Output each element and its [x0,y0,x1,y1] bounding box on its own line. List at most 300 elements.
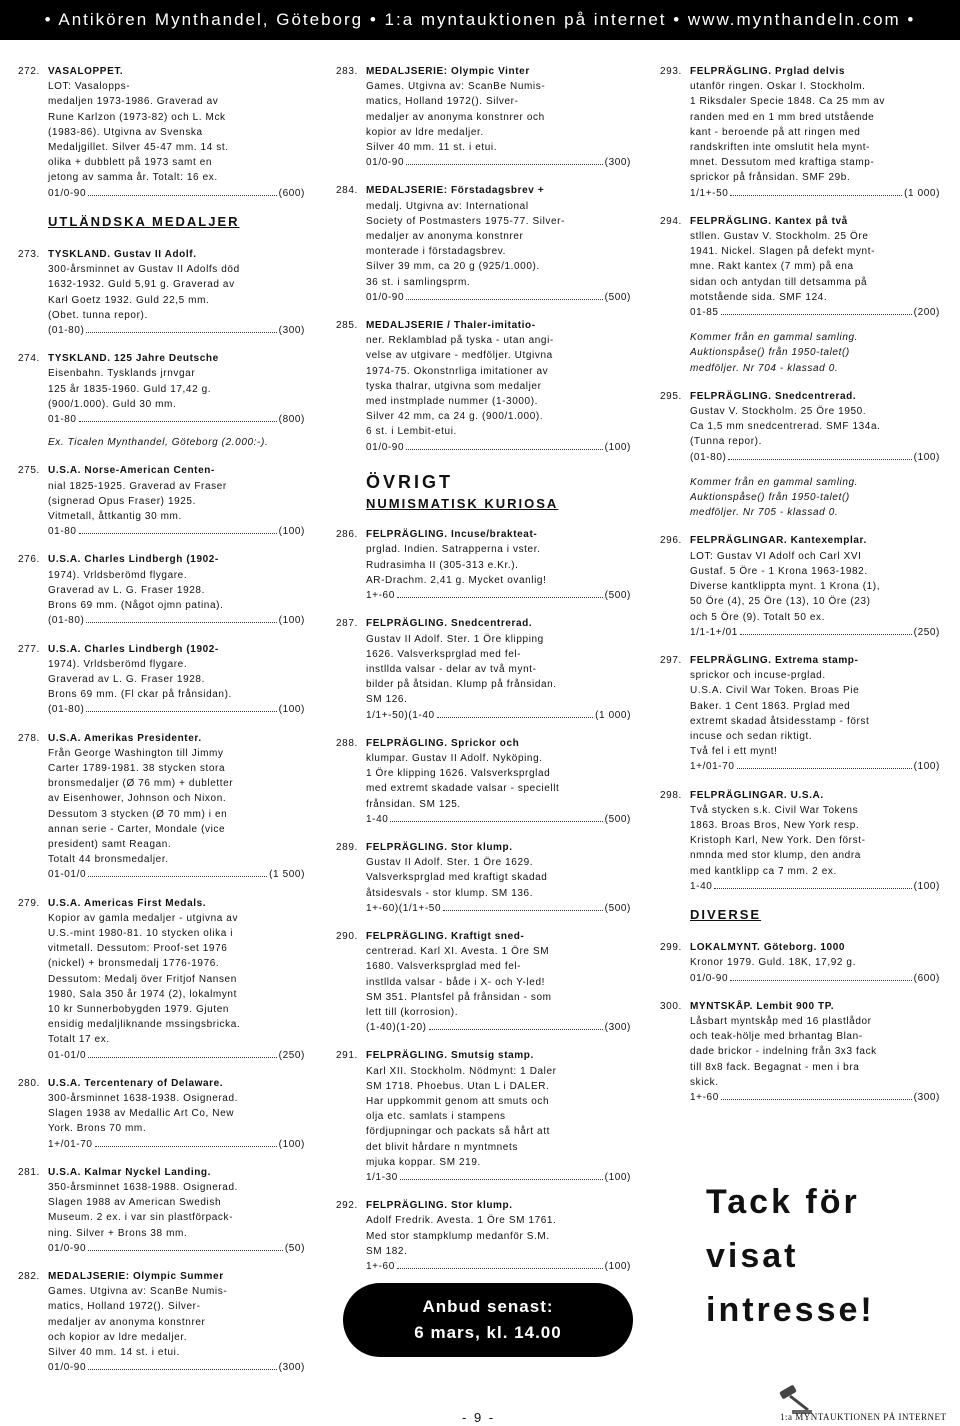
lot-description-line: stllen. Gustav V. Stockholm. 25 Öre [690,231,869,243]
lot-description-line: 36 st. i samlingsprm. [366,276,471,288]
column-3 [660,64,940,1118]
dot-leader [721,1091,912,1100]
lot-title: FELPRÄGLING. Snedcentrerad. [690,390,857,402]
lot-description-line: instllda valsar - både i X- och Y-led! [366,976,545,988]
lot-description-line: randskriften inte omslutit hela mynt- [690,142,871,154]
lot-description-line: incuse och sedan riktigt. [690,730,813,742]
lot-grade: 1-40 [690,880,713,892]
dot-leader [397,1260,603,1269]
lot-description-line: ensidig medaljliknande mssingsbricka. [48,1019,241,1031]
lot-description-line: det blivit hårdare n myntmnets [366,1141,518,1153]
lot-entry [660,653,940,775]
lot-price-line [366,588,631,603]
lot-entry [336,616,631,722]
lot-title: U.S.A. Norse-American Centen- [48,465,215,477]
bid-deadline-line2: 6 mars, kl. 14.00 [414,1323,562,1342]
lot-grade: 1-40 [366,813,389,825]
lot-description-line: lett till (korrosion). [366,1006,459,1018]
dot-leader [88,1049,277,1058]
lot-description-line: nial 1825-1925. Graverad av Fraser [48,480,227,492]
lot-estimate: (1 000) [595,709,631,721]
lot-grade: 01-01/0 [48,1049,87,1061]
lot-entry [660,533,940,639]
dot-leader [728,451,911,460]
lot-description-line: tyska thalrar, utgivna som medaljer [366,380,542,392]
lot-description-line: Silver 42 mm, ca 24 g. (900/1.000). [366,411,544,423]
lot-title: MYNTSKÅP. Lembit 900 TP. [690,1000,835,1012]
lot-description-line: mne. Rakt kantex (7 mm) på ena [690,261,854,273]
lot-description-line: Gustav II Adolf. Ster. 1 Öre klipping [366,633,544,645]
thank-you-line1: Tack för [706,1183,860,1221]
lot-entry [336,736,631,827]
lot-number: 276. [18,554,40,566]
lot-description-line: Karl XII. Stockholm. Nödmynt: 1 Daler [366,1065,557,1077]
lot-grade: 1/1-30 [366,1172,398,1183]
dot-leader [730,187,902,196]
lot-description-line: Två fel i ett mynt! [690,746,778,758]
lot-number: 294. [660,215,682,227]
lot-note: medföljer. Nr 705 - klassad 0. [690,507,839,519]
lot-description-line: sprickor på frånsidan. SMF 29b. [690,172,851,184]
lot-price-line [690,879,940,894]
lot-entry [336,318,631,455]
lot-estimate: (100) [278,615,305,627]
lot-description-line: Carter 1789-1981. 38 stycken stora [48,762,226,774]
lot-title: TYSKLAND. Gustav II Adolf. [48,249,197,261]
lot-entry [336,183,631,305]
lot-number: 284. [336,185,358,197]
lot-description-line: 1863. Broas Bros, New York resp. [690,819,860,831]
lot-number: 274. [18,353,40,365]
lot-description-line: Baker. 1 Cent 1863. Prglad med [690,700,851,712]
lot-number: 281. [18,1166,40,1178]
lot-description-line: Games. Utgivna av: ScanBe Numis- [366,81,546,93]
section-heading: DIVERSE [690,906,762,922]
lot-description-line: med extremt skadade valsar - speciellt [366,783,560,795]
lot-estimate: (250) [278,1049,305,1061]
lot-description-line: mjuka koppar. SM 219. [366,1156,481,1168]
lot-description-line: Har uppkommit genom att smuts och [366,1095,550,1107]
lot-price-line [48,1137,305,1152]
lot-description-line: velse av utgivare - medföljer. Utgivna [366,350,553,362]
lot-price-line [48,1360,305,1375]
lot-number: 285. [336,320,358,332]
lot-price-line [366,708,631,723]
page-number: - 9 - [462,1410,496,1425]
lot-price-line [48,323,305,338]
lot-description-line: sprickor och incuse-prglad. [690,670,826,682]
lot-estimate: (500) [604,813,631,825]
lot-description-line: frånsidan. SM 125. [366,798,461,810]
lot-entry [18,1269,305,1375]
lot-description-line: Två stycken s.k. Civil War Tokens [690,804,859,816]
lot-grade: 1/1+-50 [690,187,729,199]
lot-entry [336,64,631,170]
lot-description-line: av Eisenhower, Johnson och Nixon. [48,793,227,805]
lot-description-line: prglad. Indien. Satrapperna i vster. [366,544,541,556]
lot-estimate: (250) [913,626,940,638]
lot-title: MEDALJSERIE: Olympic Vinter [366,66,530,77]
lot-description-line: Rune Karlzon (1973-82) och L. Mck [48,111,226,123]
lot-grade: (01-80) [690,451,727,463]
lot-price-line [366,1170,631,1185]
lot-grade: (01-80) [48,704,85,716]
lot-description-line: dade brickor - indelning från 3x3 fack [690,1046,877,1058]
lot-description-line: Games. Utgivna av: ScanBe Numis- [48,1286,228,1298]
bid-deadline-line1: Anbud senast: [422,1297,554,1316]
lot-price-line [48,186,305,201]
lot-description-line: monterade i förstadagsbrev. [366,246,506,258]
thank-you-line2: visat [706,1237,799,1275]
lot-grade: 01-80 [48,414,77,426]
section-subheading: NUMISMATISK KURIOSA [366,496,559,512]
lot-description-line: vitmetall. Dessutom: Proof-set 1976 [48,943,228,955]
lot-estimate: (100) [913,451,940,463]
section-heading: UTLÄNDSKA MEDALJER [48,213,240,229]
lot-estimate: (300) [604,1022,631,1034]
lot-description-line: Valsverksprglad med kraftigt skadad [366,872,548,884]
lot-entry [660,389,940,521]
lot-description-line: Gustav II Adolf. Ster. 1 Öre 1629. [366,857,534,869]
lot-title: MEDALJSERIE: Olympic Summer [48,1271,224,1283]
lot-estimate: (100) [278,704,305,716]
dot-leader [740,626,912,635]
lot-title: FELPRÄGLING. Smutsig stamp. [366,1050,534,1062]
lot-grade: 1+/01-70 [48,1138,93,1150]
lot-description-line: motstående sida. SMF 124. [690,291,828,303]
lot-description-line: medaljen 1973-1986. Graverad av [48,96,219,108]
lot-description-line: medaljer av anonyma konstnrer och [366,111,545,123]
lot-description-line: till 8x8 fack. Begagnat - men i bra [690,1061,860,1073]
lot-estimate: (800) [278,414,305,426]
lot-description-line: Låsbart myntskåp med 16 plastlådor [690,1015,872,1027]
lot-price-line [48,702,305,717]
lot-description-line: Graverad av L. G. Fraser 1928. [48,584,205,596]
lot-entry [336,840,631,916]
lot-description-line: York. Brons 70 mm. [48,1123,147,1135]
lot-description-line: AR-Drachm. 2,41 g. Mycket ovanlig! [366,574,547,586]
dot-leader [721,306,912,315]
dot-leader [730,972,912,981]
lot-description-line: Vitmetall, åttkantig 30 mm. [48,511,182,523]
lot-description-line: (900/1.000). Guld 30 mm. [48,398,177,410]
thank-you-line3: intresse! [706,1291,875,1329]
lot-number: 275. [18,465,40,477]
dot-leader [737,760,912,769]
lot-entry [336,1048,631,1185]
lot-description-line: 300-årsminnet av Gustav II Adolfs död [48,264,240,276]
lot-title: MEDALJSERIE / Thaler-imitatio- [366,320,536,332]
lot-description-line: Med stor stampklump medanför S.M. [366,1230,550,1242]
lot-description-line: LOT: Gustav VI Adolf och Carl XVI [690,550,862,562]
lot-title: LOKALMYNT. Göteborg. 1000 [690,942,846,954]
lot-number: 277. [18,643,40,655]
lot-note: Auktionspåse() från 1950-talet() [690,492,850,504]
lot-number: 287. [336,618,358,630]
lot-description-line: 10 kr Sunnerbobygden 1979. Gjuten [48,1003,230,1015]
lot-description-line: och teak-hölje med brhantag Blan- [690,1031,863,1043]
lot-title: FELPRÄGLINGAR. U.S.A. [690,789,824,801]
dot-leader [88,1242,283,1251]
lot-description-line: (signerad Opus Fraser) 1925. [48,495,196,507]
lot-entry [18,64,305,201]
lot-description-line: Rudrasimha II (305-313 e.Kr.). [366,559,519,571]
lot-description-line: Slagen 1988 av American Swedish [48,1197,222,1209]
lot-description-line: SM 1718. Phoebus. Utan L i DALER. [366,1080,550,1092]
dot-leader [79,413,277,422]
lot-description-line: randen med en 1 mm bred utstående [690,111,875,123]
column-2 [336,64,631,1287]
lot-description-line: Silver 40 mm. 14 st. i etui. [48,1347,180,1359]
lot-entry [660,214,940,376]
lot-price-line [366,1259,631,1274]
lot-description-line: matics, Holland 1972(). Silver- [366,96,519,108]
lot-number: 288. [336,737,358,749]
gavel-icon [778,1380,818,1416]
lot-price-line [690,759,940,774]
lot-description-line: med instmplade nummer (1-3000). [366,396,538,408]
lot-title: U.S.A. Americas First Medals. [48,897,207,909]
lot-title: VASALOPPET. [48,66,124,77]
lot-description-line: SM 126. [366,694,408,706]
dot-leader [406,291,603,300]
lot-estimate: (500) [604,590,631,602]
lot-grade: 01/0-90 [690,972,729,984]
lot-description-line: Medaljgillet. Silver 45-47 mm. 14 st. [48,142,229,154]
section-heading: ÖVRIGT [366,471,454,492]
lot-description-line: Museum. 2 ex. i var sin plastförpack- [48,1212,234,1224]
lot-description-line: Dessutom 3 stycken (Ø 70 mm) i en [48,808,228,820]
lot-grade: 1+-60)(1/1+-50 [366,902,442,914]
lot-description-line: Adolf Fredrik. Avesta. 1 Öre SM 1761. [366,1215,557,1227]
lot-description-line: medaljer av anonyma konstnrer [366,231,524,243]
lot-number: 296. [660,535,682,547]
lot-number: 282. [18,1271,40,1283]
lot-description-line: 1974-75. Okonstnrliga imitationer av [366,365,549,377]
dot-leader [406,441,603,450]
lot-entry [18,1165,305,1256]
lot-price-line [366,290,631,305]
lot-grade: 01/0-90 [366,291,405,303]
lot-price-line [366,1020,631,1035]
lot-estimate: (1 000) [904,187,940,199]
lot-number: 283. [336,66,358,77]
lot-entry [18,642,305,718]
lot-price-line [690,450,940,465]
bid-deadline-badge [343,1283,633,1357]
lot-title: U.S.A. Charles Lindbergh (1902- [48,554,219,566]
lot-title: FELPRÄGLING. Snedcentrerad. [366,618,533,630]
lot-description-line: klumpar. Gustav II Adolf. Nyköping. [366,752,543,764]
lot-note: medföljer. Nr 704 - klassad 0. [690,362,839,374]
lot-description-line: ning. Silver + Brons 38 mm. [48,1227,188,1239]
lot-description-line: 125 år 1835-1960. Guld 17,42 g. [48,383,212,395]
lot-estimate: (100) [913,761,940,773]
lot-description-line: jetong av samma år. Totalt: 16 ex. [48,172,218,184]
lot-estimate: (300) [604,157,631,169]
lot-price-line [690,1090,940,1105]
lot-description-line: Karl Goetz 1932. Guld 22,5 mm. [48,294,210,306]
lot-description-line: Society of Postmasters 1975-77. Silver- [366,215,566,227]
lot-estimate: (200) [913,307,940,319]
dot-leader [714,880,911,889]
lot-grade: 1/1-1+/01 [690,626,738,638]
lot-description-line: Gustaf. 5 Öre - 1 Krona 1963-1982. [690,565,868,577]
lot-description-line: Från George Washington till Jimmy [48,747,224,759]
lot-description-line: centrerad. Karl XI. Avesta. 1 Öre SM [366,946,550,958]
lot-estimate: (50) [284,1242,305,1254]
dot-leader [88,187,277,196]
lot-title: FELPRÄGLING. Prglad delvis [690,66,846,77]
lot-grade: (01-80) [48,615,85,627]
lot-description-line: sidan och antydan till detsamma på [690,276,868,288]
lot-description-line: SM 351. Plantsfel på frånsidan - som [366,991,552,1003]
lot-estimate: (500) [604,291,631,303]
lot-number: 279. [18,897,40,909]
lot-description-line: U.S.-mint 1980-81. 10 stycken olika i [48,927,234,939]
dot-leader [443,902,603,911]
lot-number: 292. [336,1200,358,1212]
lot-price-line [366,155,631,170]
lot-price-line [366,440,631,455]
lot-estimate: (100) [604,441,631,453]
dot-leader [400,1171,603,1180]
lot-estimate: (600) [913,972,940,984]
lot-number: 300. [660,1000,682,1012]
lot-description-line: och kopior av ldre medaljer. [48,1331,188,1343]
lot-description-line: och 5 Öre (9). Totalt 50 ex. [690,611,826,623]
lot-number: 291. [336,1050,358,1062]
lot-description-line: åtsidesvals - stor klump. SM 136. [366,887,534,899]
lot-price-line [48,1241,305,1256]
lot-estimate: (100) [278,526,305,538]
lot-title: FELPRÄGLINGAR. Kantexemplar. [690,535,867,547]
lot-entry [336,929,631,1035]
dot-leader [88,1361,277,1370]
lot-entry [660,940,940,986]
lot-title: U.S.A. Charles Lindbergh (1902- [48,643,219,655]
lot-entry [18,731,305,883]
lot-description-line: 1632-1932. Guld 5,91 g. Graverad av [48,279,235,291]
lot-grade: 01-80 [48,526,77,538]
lot-price-line [690,625,940,640]
lot-description-line: 1 Riksdaler Specie 1848. Ca 25 mm av [690,96,886,108]
lot-description-line: utanför ringen. Oskar I. Stockholm. [690,81,866,93]
lot-description-line: kopior av ldre medaljer. [366,126,484,138]
lot-price-line [48,412,305,427]
dot-leader [390,813,602,822]
lot-entry [660,788,940,894]
lot-title: FELPRÄGLING. Kantex på två [690,215,848,227]
lot-title: U.S.A. Amerikas Presidenter. [48,732,202,744]
lot-description-line: president) samt Reagan. [48,838,172,850]
lot-price-line [48,524,305,539]
column-1 [18,64,305,1388]
lot-grade: 1+/01-70 [690,761,735,773]
lot-description-line: 1626. Valsverksprglad med fel- [366,648,522,660]
lot-grade: 01/0-90 [48,1362,87,1374]
lot-estimate: (100) [604,1261,631,1273]
lot-estimate: (100) [604,1172,631,1183]
dot-leader [86,703,276,712]
lot-entry [660,64,940,201]
lot-description-line: bronsmedaljer (Ø 76 mm) + dubletter [48,778,234,790]
lot-entry [660,999,940,1105]
lot-title: FELPRÄGLING. Incuse/brakteat- [366,529,538,541]
lot-grade: 01/0-90 [366,157,405,169]
lot-description-line: 350-årsminnet 1638-1988. Osignerad. [48,1182,238,1193]
lot-estimate: (300) [278,325,305,337]
lot-description-line: 1 Öre klipping 1626. Valsverksprglad [366,768,551,780]
lot-description-line: Kronor 1979. Guld. 18K, 17,92 g. [690,957,856,969]
lot-description-line: Kopior av gamla medaljer - utgivna av [48,912,239,924]
lot-description-line: 1941. Nickel. Slagen på defekt mynt- [690,246,876,258]
lot-title: FELPRÄGLING. Extrema stamp- [690,654,859,666]
lot-description-line: Gustav V. Stockholm. 25 Öre 1950. [690,406,867,418]
lot-price-line [690,305,940,320]
lot-description-line: 50 Öre (4), 25 Öre (13), 10 Öre (23) [690,596,871,608]
lot-number: 293. [660,66,682,77]
lot-description-line: 6 st. i Lembit-etui. [366,426,457,438]
lot-note: Kommer från en gammal samling. [690,476,859,488]
lot-title: U.S.A. Kalmar Nyckel Landing. [48,1166,211,1178]
lot-title: FELPRÄGLING. Sprickor och [366,737,520,749]
lot-description-line: mnet. Dessutom med kraftiga stamp- [690,157,875,169]
lot-description-line: olika + dubblett på 1973 samt en [48,157,213,169]
lot-description-line: Brons 69 mm. (Fl ckar på frånsidan). [48,689,232,701]
lot-title: FELPRÄGLING. Kraftigt sned- [366,930,525,942]
lot-price-line [48,1048,305,1063]
lot-description-line: instllda valsar - delar av två mynt- [366,663,537,675]
lot-description-line: 1680. Valsverksprglad med fel- [366,961,522,973]
lot-description-line: Ca 1,5 mm snedcentrerad. SMF 134a. [690,421,881,433]
lot-description-line: (1983-86). Utgivna av Svenska [48,126,203,138]
lot-entry [18,247,305,338]
lot-entry [18,552,305,628]
lot-entry [18,463,305,539]
lot-description-line: U.S.A. Civil War Token. Broas Pie [690,685,860,697]
lot-title: MEDALJSERIE: Förstadagsbrev + [366,185,545,197]
dot-leader [86,614,276,623]
lot-description-line: annan serie - Carter, Mondale (vice [48,823,226,835]
lot-price-line [48,867,305,882]
lot-number: 273. [18,249,40,261]
lot-grade: 1+-60 [366,1261,395,1273]
lot-description-line: (Tunna repor). [690,436,762,448]
lot-grade: 01/0-90 [48,187,87,199]
lot-description-line: Dessutom: Medalj över Fritjof Nansen [48,973,237,985]
lot-description-line: medalj. Utgivna av: International [366,200,529,212]
dot-leader [406,156,603,165]
lot-description-line: medaljer av anonyma konstnrer [48,1316,206,1328]
lot-grade: 01-01/0 [48,869,87,881]
lot-description-line: Diverse kantklippta mynt. 1 Krona (1), [690,581,881,593]
lot-price-line [690,186,940,201]
lot-title: TYSKLAND. 125 Jahre Deutsche [48,353,219,365]
lot-price-line [366,812,631,827]
lot-description-line: LOT: Vasalopps- [48,81,131,93]
footer-text: 1:a MYNTAUKTIONEN PÅ INTERNET [780,1412,947,1422]
lot-price-line [690,971,940,986]
lot-grade: 1+-60 [690,1091,719,1103]
dot-leader [79,525,277,534]
dot-leader [88,868,267,877]
lot-description-line: 1974). Vrldsberömd flygare. [48,658,188,670]
lot-description-line: Graverad av L. G. Fraser 1928. [48,673,205,685]
lot-title: U.S.A. Tercentenary of Delaware. [48,1077,224,1089]
lot-price-line [366,901,631,916]
lot-number: 295. [660,390,682,402]
